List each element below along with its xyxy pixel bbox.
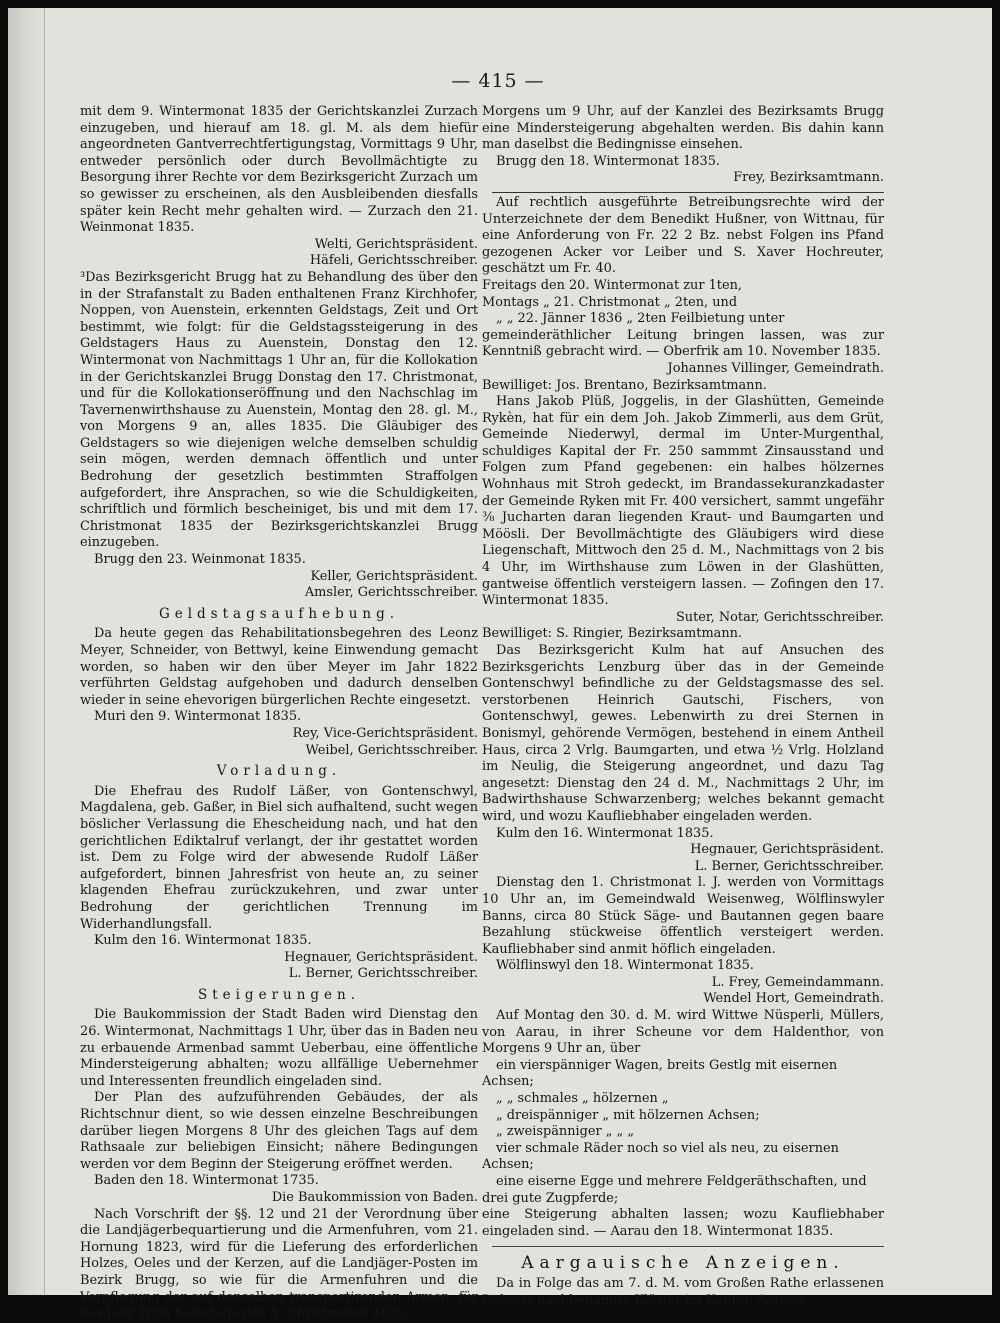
dateline: Wölflinswyl den 18. Wintermonat 1835. [496, 958, 754, 974]
notice-oberfrik-text: gemeinderäthlicher Leitung bringen lassen, was zur Kenntniß gebracht wird. — Oberfrik am 10. November 1835. [482, 327, 884, 360]
signature: L. Berner, Gerichtsschreiber. [694, 858, 884, 874]
signature: Welti, Gerichtspräsident. [314, 236, 478, 252]
signature: Suter, Notar, Gerichtsschreiber. [675, 609, 884, 625]
auction-date-line: Freitags den 20. Wintermonat zur 1ten, [482, 277, 742, 293]
notice-baden-text: Die Baukommission der Stadt Baden wird Dienstag den 26. Wintermonat, Nachmittags 1 Uhr, über das in Baden neu zu erbauende Armenbad sammt Ueberbau, eine öffentliche Mindersteigerung abhalten; wozu allfällige Uebernehmer und Interessenten freundlich eingeladen sind. [80, 1007, 478, 1089]
dateline: Brugg den 23. Weinmonat 1835. [94, 552, 306, 568]
signature: L. Berner, Gerichtsschreiber. [288, 966, 478, 982]
notice-zurzach-text: mit dem 9. Wintermonat 1835 der Gerichtskanzlei Zurzach einzugeben, und hierauf am 18. gl. M. als dem hiefür angeordneten Gantverrechtfertigungstag, Vormittags 9 Uhr, entweder persönlich oder durch Bevollmächtigte zu Besorgung ihrer Rechte vor dem Bezirksgericht Zurzach um so gewisser zu erscheinen, als den Ausbleibenden diesfalls später kein Recht mehr gehalten wird. — Zurzach den 21. Weinmonat 1835. [80, 104, 478, 236]
dateline: Kulm den 16. Wintermonat 1835. [496, 825, 714, 841]
signature: Weibel, Gerichtsschreiber. [305, 742, 478, 758]
dateline: Kulm den 16. Wintermonat 1835. [94, 933, 312, 949]
notice-brugg-landjaeger-text: Nach Vorschrift der §§. 12 und 21 der Verordnung über die Landjägerbequartierung und die Armenfuhren, vom 21. Hornung 1823, wird für die Lieferung des erforderlichen Holzes, Oeles und der Kerzen, auf die Landjäger-Posten im Bezirk Brugg, so wie für die Armenfuhren und die Verpflegung der auf denselben transportirenden Armen, für das Jahr 1836 Samstags den 5. Christmonat 1835, [80, 1206, 478, 1322]
notice-muri-text: Da heute gegen das Rehabilitationsbegehren des Leonz Meyer, Schneider, von Bettwyl, keine Einwendung gemacht worden, so haben wir den über Meyer im Jahr 1822 verführten Geldstag aufgehoben und dadurch denselben wieder in seine ehevorigen bürgerlichen Rechte eingesetzt. [80, 626, 478, 708]
notice-brugg-continued-text: Morgens um 9 Uhr, auf der Kanzlei des Bezirksamts Brugg eine Mindersteigerung abgehalten werden. Bis dahin kann man daselbst die Bedingnisse einsehen. [482, 104, 884, 153]
notice-kulm-vorladung-text: Die Ehefrau des Rudolf Läßer, von Gontenschwyl, Magdalena, geb. Gaßer, in Biel sich aufhaltend, sucht wegen böslicher Verlassung die Ehescheidung nach, und hat den gerichtlichen Ediktalruf verlangt, der ihr gestattet worden ist. Dem zu Folge wird der abwesende Rudolf Läßer aufgefordert, binnen Jahresfrist von heute an, zu seiner klagenden Ehefrau zurückzukehren, und zwar unter Bedrohung der gerichtlichen Trennung im Widerhandlungsfall. [80, 783, 478, 932]
signature: Wendel Hort, Gemeindrath. [703, 991, 884, 1007]
signature: Die Baukommission von Baden. [271, 1190, 478, 1205]
signature: Keller, Gerichtspräsident. [310, 568, 478, 584]
auction-item: „ zweispänniger „ „ „ [496, 1124, 635, 1140]
auction-item: „ dreispänniger „ mit hölzernen Achsen; [496, 1107, 760, 1123]
notice-aarau-text: Auf Montag den 30. d. M. wird Wittwe Nüsperli, Müllers, von Aarau, in ihrer Scheune vor dem Haldenthor, von Morgens 9 Uhr an, über [482, 1008, 884, 1057]
notice-baden-plan-text: Der Plan des aufzuführenden Gebäudes, der als Richtschnur dient, so wie dessen einzelne Beschreibungen darüber liegen Morgens 8 Uhr des gleichen Tags auf dem Rathsaale zur beliebigen Einsicht; nähere Bedingungen werden vor dem Beginn der Steigerung eröffnet werden. [80, 1090, 478, 1172]
notice-ryken-text: Hans Jakob Plüß, Joggelis, in der Glashütten, Gemeinde Rykèn, hat für ein dem Joh. Jakob Zimmerli, aus dem Grüt, Gemeinde Niederwyl, dermal im Unter-Murgenthal, schuldiges Kapital der Fr. 250 sammmt Zinsausstand und Folgen zum Pfand gegebenen: ein halbes hölzernes Wohnhaus mit Stroh gedeckt, im Brandassekuranzkadaster der Gemeinde Ryken mit Fr. 400 versichert, sammt ungefähr ⅜ Jucharten daran liegenden Kraut- und Baumgarten und Möösli. Der Bevollmächtigte des Gläubigers wird diese Liegenschaft, Mittwoch den 25 d. M., Nachmittags von 2 bis 4 Uhr, im Wirthshause zum Löwen in der Glashütten, gantweise öffentlich versteigern lassen. — Zofingen den 17. Wintermonat 1835. [482, 394, 884, 609]
approval-line: Bewilliget: Jos. Brentano, Bezirksamtmann. [482, 377, 767, 393]
divider-rule [492, 1246, 884, 1247]
dateline: Brugg den 18. Wintermonat 1835. [496, 153, 720, 169]
right-column [482, 104, 884, 1308]
notice-kloester-text: Da in Folge das am 7. d. M. vom Großen Rathe erlassenen Dekrets nachbenannte Klöster im Kanton Aargau [482, 1275, 884, 1308]
notice-kulm-steigerung-text: Das Bezirksgericht Kulm hat auf Ansuchen des Bezirksgerichts Lenzburg über das in der Gemeinde Gontenschwyl befindliche zu der Geldstagsmasse des sel. verstorbenen Heinrich Gautschi, Fischers, von Gontenschwyl, gewes. Lebenwirth zu drei Sternen in Bonismyl, gehörende Vermögen, bestehend in einem Antheil Haus, circa 2 Vrlg. Baumgarten, und etwa ½ Vrlg. Holzland im Neulig, die Steigerung angeordnet, und dazu Tag angesetzt: Dienstag den 24 d. M., Nachmittags 2 Uhr, im Badwirthshause Schwarzenberg; welches bekannt gemacht wird, und wozu Kaufliebhaber eingeladen werden. [482, 643, 884, 824]
signature: Johannes Villinger, Gemeindrath. [667, 360, 884, 376]
signature: Amsler, Gerichtsschreiber. [304, 585, 478, 601]
auction-date-line: „ „ 22. Jänner 1836 „ 2ten Feilbietung unter [496, 311, 785, 327]
dateline: Baden den 18. Wintermonat 1735. [94, 1173, 319, 1189]
page-number: — 415 — [451, 70, 545, 92]
signature: L. Frey, Gemeindammann. [711, 974, 884, 990]
auction-item: eine eiserne Egge und mehrere Feldgeräthschaften, und drei gute Zugpferde; [482, 1174, 867, 1206]
divider-rule [492, 192, 884, 193]
left-column [80, 104, 478, 1322]
dateline: Muri den 9. Wintermonat 1835. [94, 709, 302, 725]
approval-line: Bewilliget: S. Ringier, Bezirksamtmann. [482, 626, 743, 642]
signature: Häfeli, Gerichtsschreiber. [309, 253, 478, 269]
auction-item: vier schmale Räder noch so viel als neu, zu eisernen Achsen; [482, 1140, 839, 1173]
signature: Frey, Bezirksamtmann. [733, 170, 884, 186]
section-heading-geldstagsaufhebung: Geldstagsaufhebung. [158, 605, 400, 622]
notice-brugg-geldstag-text: ³Das Bezirksgericht Brugg hat zu Behandlung des über den in der Strafanstalt zu Baden enthaltenen Franz Kirchhofer, Noppen, von Auenstein, erkennten Geldstags, Zeit und Ort bestimmt, wie folgt: für die Geldstagssteigerung in des Geldstagers Haus zu Auenstein, Donstag den 12. Wintermonat von Nachmittags 1 Uhr an, für die Kollokation in der Gerichtskanzlei Brugg Donstag den 17. Christmonat, und für die Kollokationseröffnung und den Nachschlag im Tavernenwirthshause zu Auenstein, Montag den 28. gl. M., von Morgens 9 an, alles 1835. Die Gläubiger des Geldstagers so wie diejenigen welche demselben schuldig sein mögen, werden demnach öffentlich und unter Bedrohung der gesetzlich bestimmten Straffolgen aufgefordert, ihre Ansprachen, so wie die Schuldigkeiten, schriftlich und förmlich bescheiniget, bis und mit dem 17. Christmonat 1835 der Bezirksgerichtskanzlei Brugg einzugeben. [80, 269, 478, 551]
notice-aarau-closing-text: eine Steigerung abhalten lassen; wozu Kaufliebhaber eingeladen sind. — Aarau den 18. Wintermonat 1835. [482, 1207, 884, 1239]
section-heading-aargauische-anzeigen: Aargauische Anzeigen. [521, 1253, 845, 1274]
section-heading-vorladung: Vorladung. [216, 763, 342, 780]
signature: Rey, Vice-Gerichtspräsident. [292, 725, 478, 741]
auction-date-line: Montags „ 21. Christmonat „ 2ten, und [482, 294, 738, 310]
auction-item: „ „ schmales „ hölzernen „ [496, 1091, 669, 1107]
notice-woelflinswyl-text: Dienstag den 1. Christmonat l. J. werden von Vormittags 10 Uhr an, im Gemeindwald Weisenweg, Wölflinswyler Banns, circa 80 Stück Säge- und Bautannen gegen baare Bezahlung stückweise öffentlich versteigert werden. Kaufliebhaber sind anmit höflich eingeladen. [482, 875, 884, 957]
section-heading-steigerungen: Steigerungen. [197, 986, 361, 1003]
auction-item: ein vierspänniger Wagen, breits Gestlg mit eisernen Achsen; [482, 1057, 838, 1090]
signature: Hegnauer, Gerichtspräsident. [690, 842, 884, 858]
notice-wittnau-text: Auf rechtlich ausgeführte Betreibungsrechte wird der Unterzeichnete der dem Benedikt Hußner, von Wittnau, für eine Anforderung von Fr. 22 2 Bz. nebst Folgen ins Pfand gezogenen Acker vor Leiber und S. Xaver Hochreuter, geschätzt um Fr. 40. [482, 194, 884, 277]
book-gutter [8, 8, 48, 1295]
signature: Hegnauer, Gerichtspräsident. [284, 949, 478, 965]
newspaper-page [8, 8, 992, 1322]
